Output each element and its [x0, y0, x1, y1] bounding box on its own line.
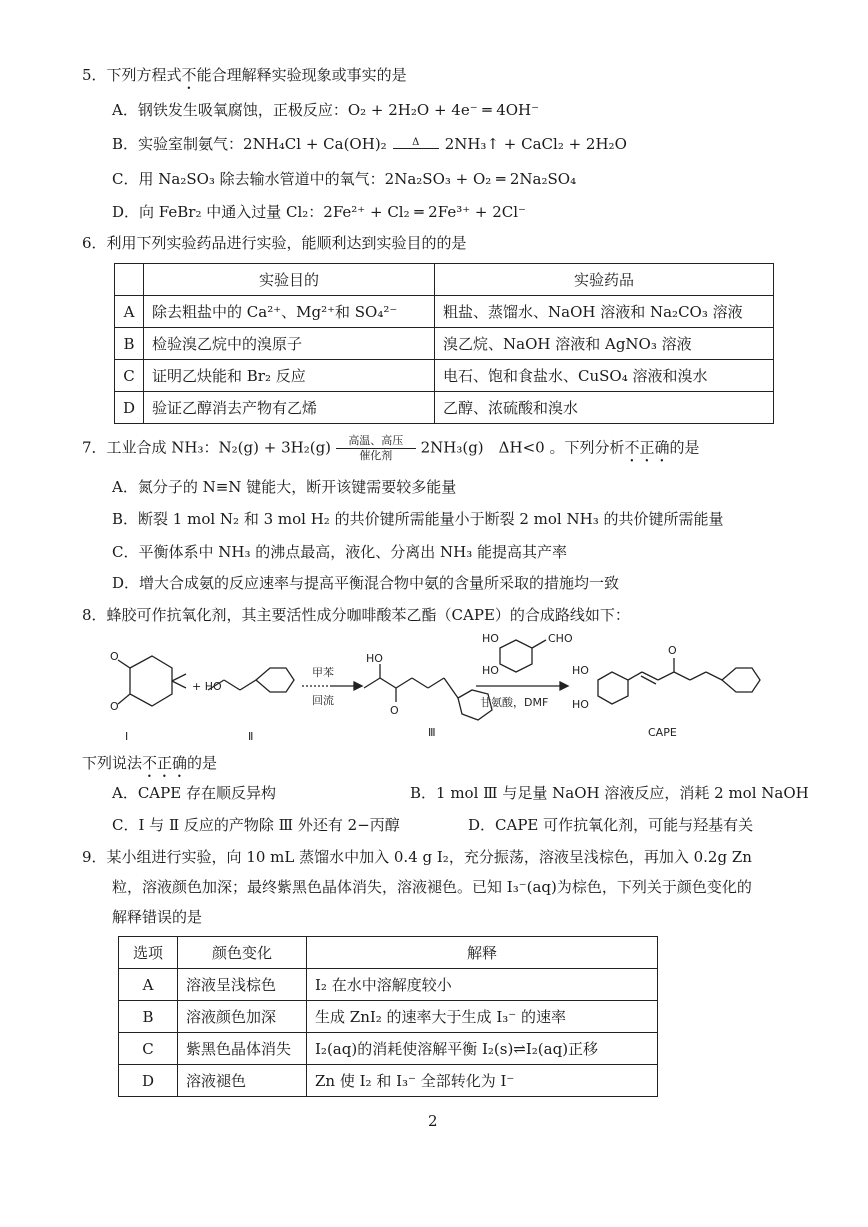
- q6-cell: 证明乙炔能和 Br₂ 反应: [144, 360, 435, 392]
- table-row: [119, 1001, 658, 1033]
- q6-cell: 粗盐、蒸馏水、NaOH 溶液和 Na₂CO₃ 溶液: [435, 296, 774, 328]
- q6-cell: 检验溴乙烷中的溴原子: [144, 328, 435, 360]
- arrow2-bottom-label: 甘氨酸，DMF: [480, 696, 549, 709]
- q6-cell: D: [115, 392, 144, 424]
- q9-header-cell: 颜色变化: [178, 937, 307, 969]
- q5-option-a: A．钢铁发生吸氧腐蚀，正极反应：O₂ + 2H₂O + 4e⁻ ═ 4OH⁻: [112, 101, 540, 119]
- q7-option-d: D．增大合成氨的反应速率与提高平衡混合物中氨的含量所采取的措施均一致: [112, 574, 620, 592]
- compound-i-ring: [130, 656, 172, 706]
- cape-catechol-ring: [598, 672, 628, 704]
- q6-cell: A: [115, 296, 144, 328]
- arrow1-bottom-label: 回流: [312, 694, 334, 707]
- q6-cell: 电石、饱和食盐水、CuSO₄ 溶液和溴水: [435, 360, 774, 392]
- q9-cell: Zn 使 I₂ 和 I₃⁻ 全部转化为 I⁻: [307, 1065, 658, 1097]
- q9-stem-line1: 9．某小组进行实验，向 10 mL 蒸馏水中加入 0.4 g I₂，充分振荡，溶液呈浅棕色，再加入 0.2g Zn: [82, 848, 752, 866]
- q9-cell: C: [119, 1033, 178, 1065]
- q7-condition: 高温、高压 催化剂: [336, 434, 416, 463]
- q9-cell: 溶液颜色加深: [178, 1001, 307, 1033]
- svg-text:O: O: [110, 650, 119, 663]
- compound-i-label: Ⅰ: [125, 730, 129, 743]
- q9-stem-line3: 解释错误的是: [112, 908, 203, 926]
- table-row: [115, 392, 774, 424]
- compound-iii-label: Ⅲ: [428, 726, 436, 739]
- q9-cell: I₂(aq)的消耗使溶解平衡 I₂(s)⇌I₂(aq)正移: [307, 1033, 658, 1065]
- table-row: [115, 360, 774, 392]
- q9-cell: 紫黑色晶体消失: [178, 1033, 307, 1065]
- compound-cape-label: CAPE: [648, 726, 677, 739]
- q8-option-c: C．Ⅰ 与 Ⅱ 反应的产物除 Ⅲ 外还有 2−丙醇: [112, 816, 400, 834]
- cape-phenyl-ring: [722, 668, 760, 692]
- q8-followup: 下列说法不正确的是: [82, 754, 218, 772]
- q5-stem: 5．下列方程式不能合理解释实验现象或事实的是: [82, 66, 407, 84]
- svg-text:HO: HO: [366, 652, 383, 665]
- svg-text:O: O: [110, 700, 119, 713]
- svg-text:O: O: [668, 644, 677, 657]
- q6-cell: C: [115, 360, 144, 392]
- q9-cell: I₂ 在水中溶解度较小: [307, 969, 658, 1001]
- q6-cell: 除去粗盐中的 Ca²⁺、Mg²⁺和 SO₄²⁻: [144, 296, 435, 328]
- q6-cell: B: [115, 328, 144, 360]
- q8-option-b: B．1 mol Ⅲ 与足量 NaOH 溶液反应，消耗 2 mol NaOH: [410, 784, 809, 802]
- q5-option-d: D．向 FeBr₂ 中通入过量 Cl₂：2Fe²⁺ + Cl₂ ═ 2Fe³⁺ + 2Cl⁻: [112, 203, 526, 221]
- q6-cell: 验证乙醇消去产物有乙烯: [144, 392, 435, 424]
- q9-header-cell: 解释: [307, 937, 658, 969]
- compound-ii-ring: [256, 668, 294, 692]
- svg-text:HO: HO: [572, 664, 589, 677]
- svg-text:HO: HO: [482, 664, 499, 677]
- table-row: [119, 1065, 658, 1097]
- q7-stem: 7．工业合成 NH₃：N₂(g) + 3H₂(g) 高温、高压 催化剂 2NH₃(g) ΔH<0 。下列分析不正确的是: [82, 434, 700, 462]
- svg-text:CHO: CHO: [548, 632, 573, 645]
- q6-table: [114, 263, 774, 424]
- q9-header-row: [119, 937, 658, 969]
- q6-cell: 溴乙烷、NaOH 溶液和 AgNO₃ 溶液: [435, 328, 774, 360]
- q9-cell: 溶液褪色: [178, 1065, 307, 1097]
- svg-text:HO: HO: [572, 698, 589, 711]
- table-row: [119, 1033, 658, 1065]
- q7-option-a: A．氮分子的 N≡N 键能大，断开该键需要较多能量: [112, 478, 457, 496]
- q6-header-cell: [115, 264, 144, 296]
- q9-cell: A: [119, 969, 178, 1001]
- table-row: [115, 296, 774, 328]
- q6-header-cell: 实验药品: [435, 264, 774, 296]
- q9-cell: D: [119, 1065, 178, 1097]
- compound-ii-label: Ⅱ: [248, 730, 254, 743]
- q9-cell: 生成 ZnI₂ 的速率大于生成 I₃⁻ 的速率: [307, 1001, 658, 1033]
- q8-option-a: A．CAPE 存在顺反异构: [112, 784, 276, 802]
- arrow1-top-label: 甲苯: [312, 666, 334, 679]
- svg-text:O: O: [390, 704, 399, 717]
- q6-stem: 6．利用下列实验药品进行实验，能顺利达到实验目的的是: [82, 234, 467, 252]
- q9-cell: B: [119, 1001, 178, 1033]
- q9-stem-line2: 粒，溶液颜色加深；最终紫黑色晶体消失，溶液褪色。已知 I₃⁻(aq)为棕色，下列关于颜色变化的: [112, 878, 752, 896]
- q6-cell: 乙醇、浓硫酸和溴水: [435, 392, 774, 424]
- q7-option-c: C．平衡体系中 NH₃ 的沸点最高，液化、分离出 NH₃ 能提高其产率: [112, 543, 567, 561]
- q9-cell: 溶液呈浅棕色: [178, 969, 307, 1001]
- cape-synthesis-scheme: [100, 628, 800, 748]
- q7-option-b: B．断裂 1 mol N₂ 和 3 mol H₂ 的共价键所需能量小于断裂 2 mol NH₃ 的共价键所需能量: [112, 510, 724, 528]
- q5-option-c: C．用 Na₂SO₃ 除去输水管道中的氧气：2Na₂SO₃ + O₂ ═ 2Na₂SO₄: [112, 170, 577, 188]
- q6-header-cell: 实验目的: [144, 264, 435, 296]
- aldehyde-ring: [500, 640, 532, 672]
- q5-option-b: B．实验室制氨气：2NH₄Cl + Ca(OH)₂ Δ 2NH₃↑ + CaCl₂ + 2H₂O: [112, 135, 627, 153]
- page-number: 2: [428, 1112, 438, 1130]
- svg-text:+ HO: + HO: [192, 680, 222, 693]
- q8-stem: 8．蜂胶可作抗氧化剂，其主要活性成分咖啡酸苯乙酯（CAPE）的合成路线如下：: [82, 606, 630, 624]
- q8-option-d: D．CAPE 可作抗氧化剂，可能与羟基有关: [468, 816, 754, 834]
- table-row: [119, 969, 658, 1001]
- q9-header-cell: 选项: [119, 937, 178, 969]
- svg-text:HO: HO: [482, 632, 499, 645]
- q6-header-row: [115, 264, 774, 296]
- q9-table: [118, 936, 658, 1097]
- table-row: [115, 328, 774, 360]
